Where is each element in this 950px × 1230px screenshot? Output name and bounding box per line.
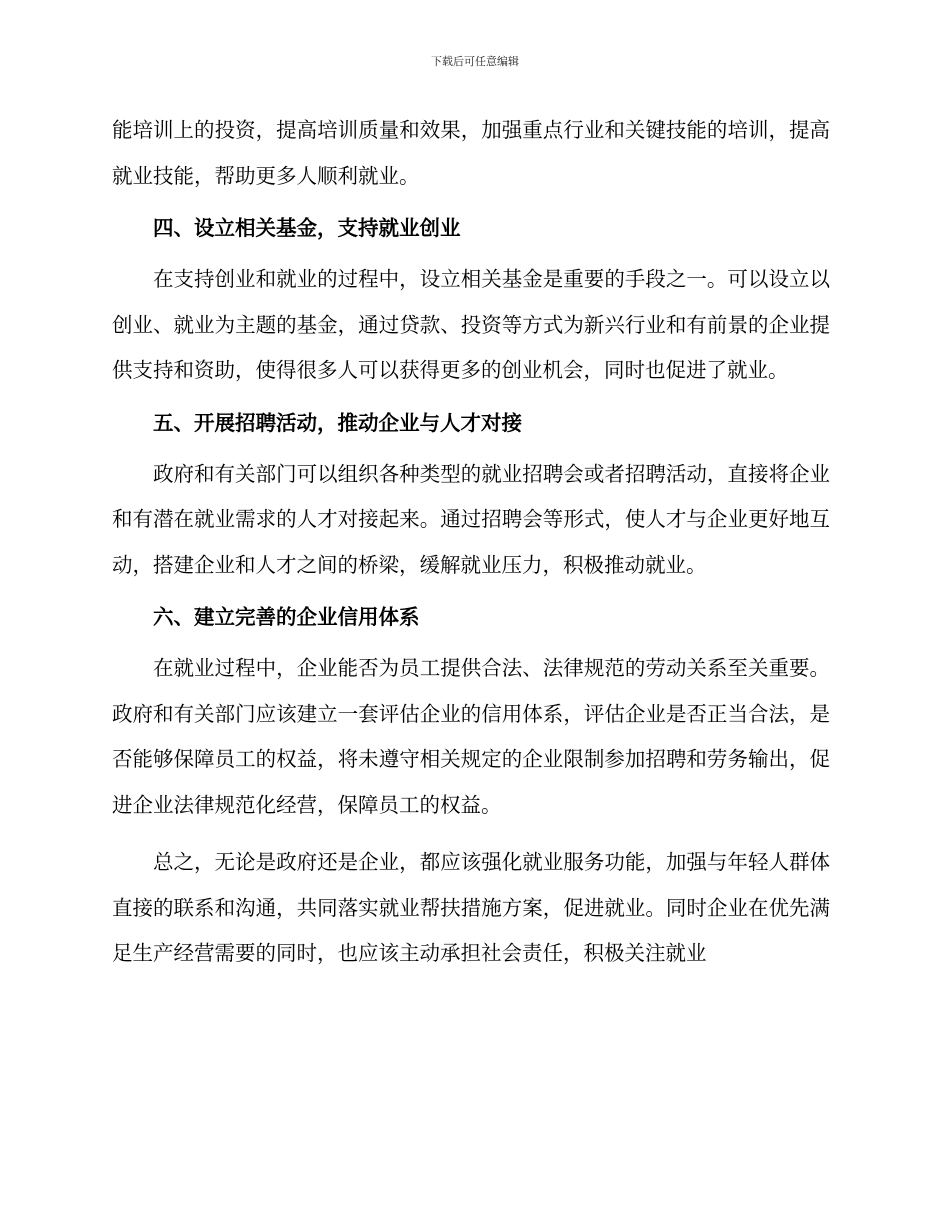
section-heading-5: 五、开展招聘活动，推动企业与人才对接 — [153, 410, 522, 435]
paragraph-recruitment: 政府和有关部门可以组织各种类型的就业招聘会或者招聘活动，直接将企业和有潜在就业需求的人才对接起来。通过招聘会等形式，使人才与企业更好地互动，搭建企业和人才之间的桥梁，缓解就业压力，积极推动就业。 — [112, 461, 830, 577]
paragraph-fund: 在支持创业和就业的过程中，设立相关基金是重要的手段之一。可以设立以创业、就业为主题的基金，通过贷款、投资等方式为新兴行业和有前景的企业提供支持和资助，使得很多人可以获得更多的创业机会，同时也促进了就业。 — [112, 267, 830, 382]
document-body — [112, 108, 830, 977]
paragraph-gap — [112, 828, 830, 840]
section-heading-6: 六、建立完善的企业信用体系 — [153, 605, 420, 629]
section-heading-4: 四、设立相关基金，支持就业创业 — [153, 216, 461, 240]
paragraph-credit-system: 在就业过程中，企业能否为员工提供合法、法律规范的劳动关系至关重要。政府和有关部门应该建立一套评估企业的信用体系，评估企业是否正当合法，是否能够保障员工的权益，将未遵守相关规定的企业限制参加招聘和劳务输出，促进企业法律规范化经营，保障员工的权益。 — [112, 656, 830, 817]
paragraph-continued: 能培训上的投资，提高培训质量和效果，加强重点行业和关键技能的培训，提高就业技能，帮助更多人顺利就业。 — [112, 118, 830, 188]
page-header: 下载后可任意编辑 — [431, 55, 519, 68]
paragraph-summary: 总之，无论是政府还是企业，都应该强化就业服务功能，加强与年轻人群体直接的联系和沟通，共同落实就业帮扶措施方案，促进就业。同时企业在优先满足生产经营需要的同时，也应该主动承担社会责任，积极关注就业 — [112, 850, 830, 965]
